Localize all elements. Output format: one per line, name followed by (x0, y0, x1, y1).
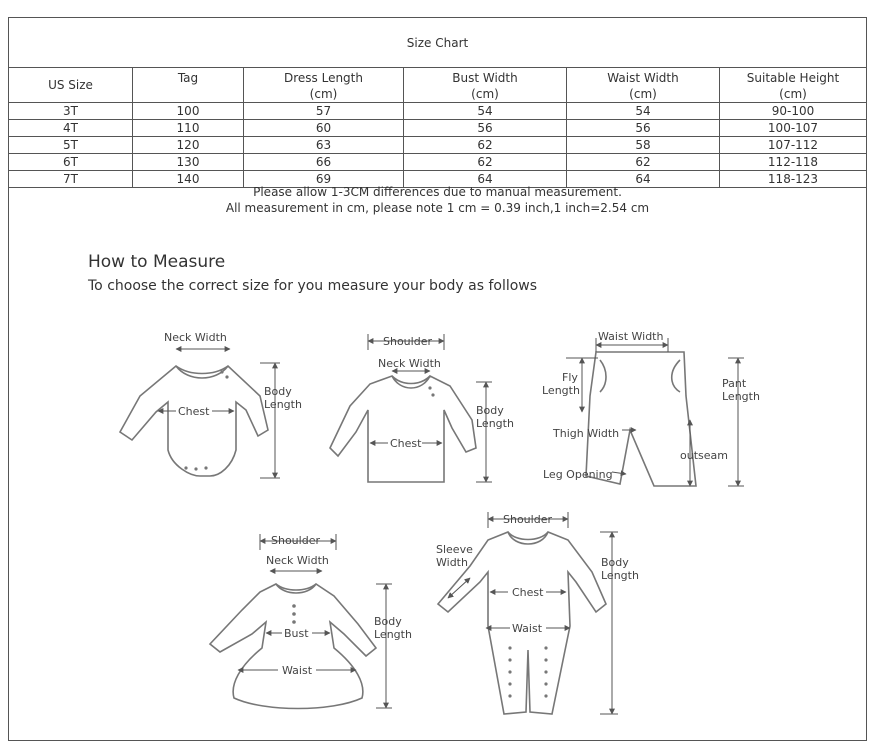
pants-pant-label: Pant (722, 377, 747, 390)
dress-shoulder-label: Shoulder (271, 534, 320, 547)
pants-outseam-label: outseam (680, 449, 728, 462)
sweater-shoulder-label: Shoulder (383, 335, 432, 348)
table-cell: 63 (244, 137, 404, 154)
romper-length-label: Length (601, 569, 639, 582)
table-cell: 57 (244, 103, 404, 120)
pants-thigh-width-label: Thigh Width (553, 427, 620, 440)
dress-neck-width-label: Neck Width (266, 554, 329, 567)
table-cell: 69 (244, 171, 404, 188)
romper-icon (436, 512, 639, 714)
table-cell: 56 (404, 120, 567, 137)
header-us-size: US Size (9, 68, 133, 103)
pants-pant-length-label: Length (722, 390, 760, 403)
table-cell: 6T (9, 154, 133, 171)
bodysuit-icon (120, 331, 302, 478)
pants-leg-opening-label: Leg Opening (543, 468, 613, 481)
note-difference: Please allow 1-3CM differences due to manual measurement. (253, 185, 622, 199)
sweater-length-label: Length (476, 417, 514, 430)
table-cell: 90-100 (720, 103, 867, 120)
romper-sleeve-label: Sleeve (436, 543, 473, 556)
romper-width-label: Width (436, 556, 468, 569)
table-cell: 4T (9, 120, 133, 137)
table-cell: 62 (404, 154, 567, 171)
romper-chest-label: Chest (512, 586, 544, 599)
table-cell: 54 (567, 103, 720, 120)
table-cell: 118-123 (720, 171, 867, 188)
table-cell: 112-118 (720, 154, 867, 171)
table-cell: 140 (133, 171, 244, 188)
dress-length-label: Length (374, 628, 412, 641)
table-cell: 56 (567, 120, 720, 137)
header-tag: Tag (133, 68, 244, 103)
dress-body-label: Body (374, 615, 402, 628)
sweater-neck-width-label: Neck Width (378, 357, 441, 370)
header-waist-width: Waist Width (cm) (567, 68, 720, 103)
romper-body-label: Body (601, 556, 629, 569)
header-bust-width: Bust Width (cm) (404, 68, 567, 103)
how-to-measure-subtitle: To choose the correct size for you measure your body as follows (88, 278, 538, 294)
table-cell: 5T (9, 137, 133, 154)
table-cell: 64 (404, 171, 567, 188)
pants-icon (542, 330, 760, 486)
how-to-measure-title: How to Measure (88, 252, 226, 272)
table-cell: 62 (404, 137, 567, 154)
table-cell: 60 (244, 120, 404, 137)
bodysuit-length-label: Length (264, 398, 302, 411)
bodysuit-neck-width-label: Neck Width (164, 331, 227, 344)
table-cell: 130 (133, 154, 244, 171)
pants-fly-label: Fly (562, 371, 578, 384)
pants-waist-width-label: Waist Width (598, 330, 664, 343)
table-cell: 110 (133, 120, 244, 137)
dress-waist-label: Waist (282, 664, 313, 677)
sweater-icon (330, 334, 514, 482)
table-cell: 58 (567, 137, 720, 154)
table-cell: 100 (133, 103, 244, 120)
romper-shoulder-label: Shoulder (503, 513, 552, 526)
table-cell: 62 (567, 154, 720, 171)
table-cell: 64 (567, 171, 720, 188)
table-cell: 66 (244, 154, 404, 171)
bodysuit-body-label: Body (264, 385, 292, 398)
sweater-body-label: Body (476, 404, 504, 417)
table-cell: 107-112 (720, 137, 867, 154)
bodysuit-chest-label: Chest (178, 405, 210, 418)
header-suitable-height: Suitable Height (cm) (720, 68, 867, 103)
pants-fly-length-label: Length (542, 384, 580, 397)
romper-waist-label: Waist (512, 622, 543, 635)
table-cell: 120 (133, 137, 244, 154)
dress-icon (210, 534, 412, 709)
sweater-chest-label: Chest (390, 437, 422, 450)
table-title: Size Chart (9, 18, 867, 68)
table-cell: 3T (9, 103, 133, 120)
dress-bust-label: Bust (284, 627, 309, 640)
header-dress-length: Dress Length (cm) (244, 68, 404, 103)
note-conversion: All measurement in cm, please note 1 cm = 0.39 inch,1 inch=2.54 cm (225, 201, 650, 215)
table-cell: 54 (404, 103, 567, 120)
table-cell: 7T (9, 171, 133, 188)
table-cell: 100-107 (720, 120, 867, 137)
